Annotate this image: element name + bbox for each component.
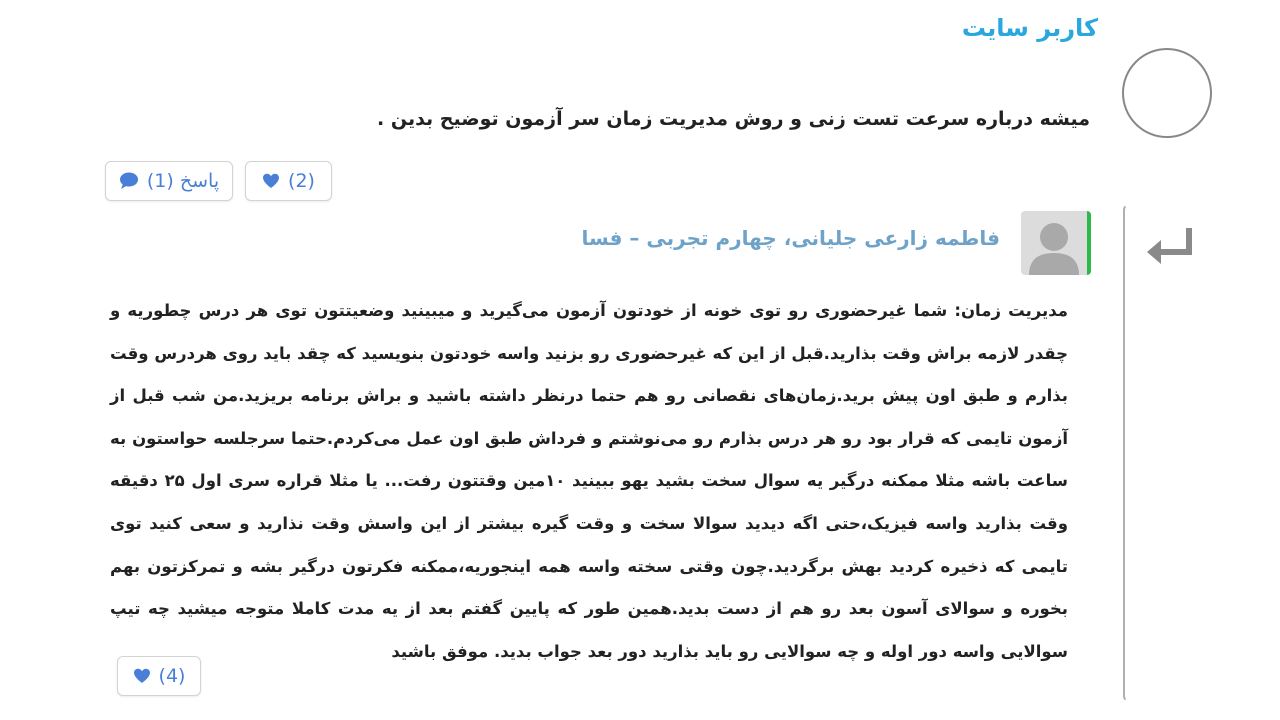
answer-like-button[interactable] xyxy=(117,656,201,696)
comment-bubble-icon xyxy=(119,172,139,190)
heart-icon xyxy=(262,173,280,189)
question-avatar xyxy=(1122,48,1212,138)
answer-author: فاطمه زارعی جلیانی، چهارم تجربی – فسا xyxy=(581,226,1000,250)
answer-avatar xyxy=(1021,211,1091,275)
thread-divider xyxy=(1123,204,1129,702)
answer-like-count: (4) xyxy=(158,665,186,687)
reply-arrow-icon xyxy=(1143,224,1197,268)
question-like-count: (2) xyxy=(288,170,315,192)
question-like-button[interactable] xyxy=(245,161,332,201)
reply-button[interactable] xyxy=(105,161,233,201)
heart-icon xyxy=(133,668,151,684)
question-author: کاربر سایت xyxy=(961,14,1098,42)
reply-button-label: پاسخ (1) xyxy=(146,170,220,192)
question-text: میشه درباره سرعت تست زنی و روش مدیریت زمان سر آزمون توضیح بدین . xyxy=(377,108,1090,130)
answer-text: مدیریت زمان: شما غیرحضوری رو توی خونه از خودتون آزمون می‌گیرید و میبینید وضعیتتون توی هر درس چطوریه و چقدر لازمه براش وقت بذارید.قبل از این که غیرحضوری رو بزنید واسه خودتون بنویسید که چقد باید روی هردرس وقت بذارم و طبق اون پیش برید.زمان‌های نقصانی رو هم حتما درنظر داشته باشید و براش برنامه بریزید.من شب قبل از آزمون تایمی که قرار بود رو هر درس بذارم رو می‌نوشتم و فرداش طبق اون عمل می‌کردم.حتما سرجلسه حواستون به ساعت باشه مثلا ممکنه درگیر یه سوال سخت بشید یهو ببینید ۱۰مین وقتتون رفت... یا مثلا قراره سری اول ۲۵ دقیقه وقت بذارید واسه فیزیک،حتی اگه دیدید سوالا سخت و وقت گیره بیشتر از این واسش وقت نذارید و سعی کنید توی تایمی که ذخیره کردید بهش برگردید.چون وقتی سخته واسه همه اینجوریه،ممکنه فکرتون درگیر بشه و تمرکزتون بهم بخوره و سوالای آسون بعد رو هم از دست بدید.همین طور که پایین گفتم بعد از یه مدت کاملا متوجه میشید چه تیپ سوالایی واسه دور اوله و چه سوالایی رو باید بذارید دور بعد جواب بدید. موفق باشید xyxy=(110,301,1068,661)
